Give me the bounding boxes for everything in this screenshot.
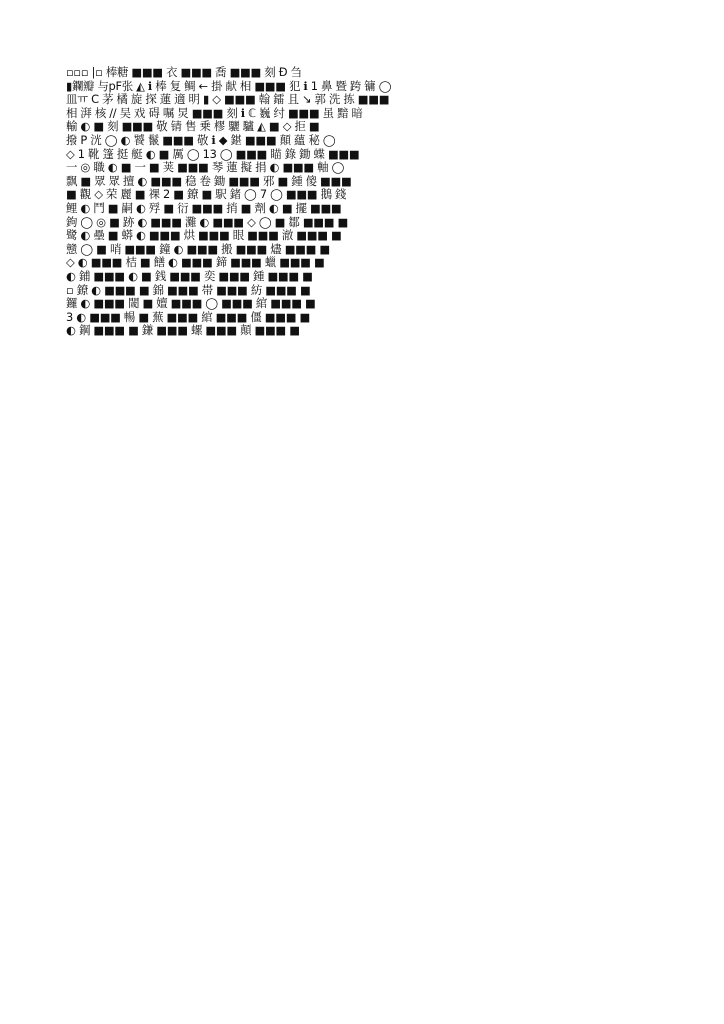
text-line: 皿ㅠ C 茅 橘 旋 探 蓮 適 明 ▮ ◇ ■■■ 翰 鐳 且 ↘ 郭 洗 拣 ■■■ <box>66 93 390 107</box>
text-line: 鹭 ◐ 壘 ■ 蟒 ◐ ■■■ 烘 ■■■ 眼 ■■■ 澈 ■■■ ■ <box>66 229 342 243</box>
text-block <box>66 66 658 914</box>
text-line: ◐ 鋪 ■■■ ◐ ■ 銭 ■■■ 奕 ■■■ 鍾 ■■■ ■ <box>66 269 313 283</box>
text-line: 飘 ■ 眾 眾 擅 ◐ ■■■ 稳 卷 鋤 ■■■ 邪 ■ 鍾 傻 ■■■ <box>66 174 352 188</box>
text-line: ▫ 鐐 ◐ ■■■ ■ 錦 ■■■ 帯 ■■■ 紡 ■■■ ■ <box>66 283 311 297</box>
text-line: 撥 P 洸 ◯ ◐ 饕 鬣 ■■■ 敬 ℹ ◆ 鍖 ■■■ 顛 蘊 秘 ◯ <box>66 133 336 147</box>
text-line: 戆 ◯ ■ 哨 ■■■ 鐘 ◐ ■■■ 搬 ■■■ 燼 ■■■ ■ <box>66 242 330 256</box>
text-line: 一 ◎ 職 ◐ ■ 一 ■ 荚 ■■■ 琴 蓮 擬 捐 ◐ ■■■ 軸 ◯ <box>66 161 345 175</box>
text-line: ◇ ◐ ■■■ 桔 ■ 饍 ◐ ■■■ 鍗 ■■■ 蠟 ■■■ ■ <box>66 256 325 270</box>
text-line: ▫▫▫ |▫ 棒糖 ■■■ 衣 ■■■ 喬 ■■■ 刻 Đ 刍 <box>66 66 302 79</box>
text-line: 3 ◐ ■■■ 暢 ■ 蕪 ■■■ 綰 ■■■ 僵 ■■■ ■ <box>66 310 310 324</box>
text-line: 相 湃 核 // 吴 戏 碍 嘱 炅 ■■■ 刻 ℹ ℂ 巍 纣 ■■■ 虽 黯 暗 <box>66 106 363 120</box>
text-line: 鲤 ◐ 鬥 ■ 嗣 ◐ 殍 ■ 衍 ■■■ 捎 ■ 劑 ◐ ■ 擺 ■■■ <box>66 201 342 215</box>
text-line: ◇ 1 靴 篷 挺 艇 ◐ ■ 厲 ◯ 13 ◯ ■■■ 瞄 錄 鋤 蝶 ■■■ <box>66 147 360 161</box>
text-line: ◐ 鋼 ■■■ ■ 鎌 ■■■ 螺 ■■■ 顛 ■■■ ■ <box>66 324 300 338</box>
text-line: ▮鑭瓣 与pF张 ◭ ℹ 棒 复 鲷 ← 掛 献 相 ■■■ 犯 ℹ 1 鼻 暨 跨 镛 ◯ <box>66 79 392 93</box>
text-line: 輸 ◐ ■ 刻 ■■■ 敬 锖 售 乗 樛 驪 驢 ◭ ■ ◇ 拒 ■ <box>66 120 320 134</box>
text-line: 鑼 ◐ ■■■ 閾 ■ 嬗 ■■■ ◯ ■■■ 綰 ■■■ ■ <box>66 297 316 311</box>
text-line: 鉤 ◯ ◎ ■ 跡 ◐ ■■■ 灘 ◐ ■■■ ◇ ◯ ■ 鄒 ■■■ ■ <box>66 215 348 229</box>
text-line: ■ 觀 ◇ 荣 麗 ■ 祼 2 ■ 鐐 ■ 駅 鍺 ◯ 7 ◯ ■■■ 鵝 錢 <box>66 188 347 202</box>
